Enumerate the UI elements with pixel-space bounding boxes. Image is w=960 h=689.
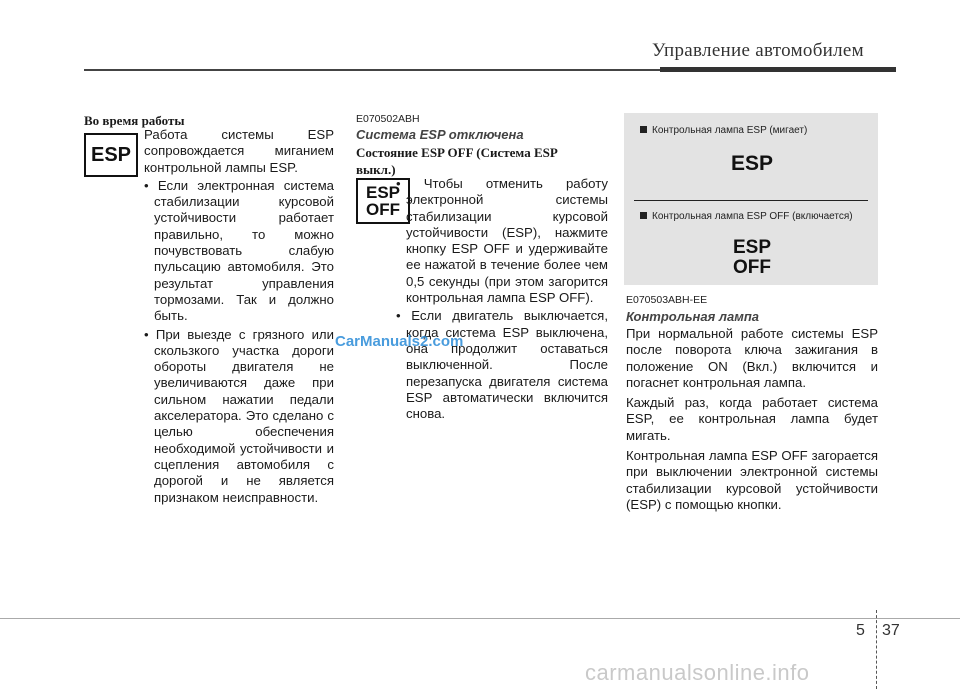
subheading-esp-off-state: Состояние ESP OFF (Система ESP выкл.) bbox=[356, 145, 558, 177]
page-number-separator bbox=[876, 610, 878, 689]
panel-esp-off-line1: ESP bbox=[732, 237, 772, 258]
watermark-carmanuals2: CarManuals2.com bbox=[335, 333, 464, 350]
page-number: 37 bbox=[882, 622, 900, 639]
esp-indicator-icon bbox=[84, 133, 138, 177]
esp-icon-label: ESP bbox=[90, 144, 132, 166]
col3-para-1: При нормальной работе системы ESP после поворота ключа зажигания в положение ON (Вкл.) включится и погаснет контрольная лампа. bbox=[626, 326, 878, 390]
chapter-number: 5 bbox=[856, 622, 865, 639]
panel-esp-symbol: ESP bbox=[730, 152, 774, 175]
bullet-square-icon bbox=[640, 126, 647, 133]
page-header-title: Управление автомобилем bbox=[651, 40, 864, 61]
esp-off-icon-line1: ESP bbox=[365, 183, 401, 202]
esp-off-icon-line2: OFF bbox=[366, 200, 400, 219]
panel-label-esp-off-on: Контрольная лампа ESP OFF (включается) bbox=[640, 211, 853, 222]
col1-bullet-2: • При выезде с грязного или скользкого участка дороги обороты двигателя не увеличиваются даже при сильном нажатии педали акселератора. Это сделано с целью обеспечения необходимой устойчивости и сцепления автомобиля с дорогой и не является признаком неисправности. bbox=[144, 326, 334, 505]
header-rule-accent bbox=[660, 67, 896, 72]
col3-para-2: Каждый раз, когда работает система ESP, ее контрольная лампа будет мигать. bbox=[626, 395, 878, 443]
section-code-indicator: E070503ABH-EE bbox=[626, 294, 708, 306]
col2-bullet-2: • Если двигатель выключается, когда система ESP выключена, она продолжит оставаться выключенной. После перезапуска двигателя система ESP автоматически включится снова. bbox=[396, 308, 608, 422]
footer-rule bbox=[0, 618, 960, 619]
panel-label-esp-blinking: Контрольная лампа ESP (мигает) bbox=[640, 125, 807, 136]
col3-para-3: Контрольная лампа ESP OFF загорается при выключении электронной системы стабилизации курсовой устойчивости (ESP) с помощью кнопки. bbox=[626, 448, 878, 512]
col1-intro: Работа системы ESP сопровождается миганием контрольной лампы ESP. bbox=[144, 127, 334, 175]
bullet-square-icon bbox=[640, 212, 647, 219]
col2-bullet-1: • Чтобы отменить работу электронной системы стабилизации курсовой устойчивости (ESP), нажмите кнопку ESP OFF и удерживайте ее нажатой в течение более чем 0,5 секунды (при этом загорится контрольная лампа ESP OFF). bbox=[396, 176, 608, 306]
section-title-indicator: Контрольная лампа bbox=[626, 309, 759, 324]
panel-esp-off-symbol bbox=[712, 238, 792, 278]
watermark-carmanualsonline: carmanualsonline.info bbox=[585, 660, 810, 685]
col3-text bbox=[626, 326, 878, 513]
section-title-esp-off: Система ESP отключена bbox=[356, 127, 524, 142]
panel-divider bbox=[634, 200, 868, 201]
col1-text bbox=[144, 127, 334, 506]
col2-text bbox=[396, 176, 608, 422]
section-heading-operation: Во время работы bbox=[84, 113, 185, 128]
section-code-esp-off: E070502ABH bbox=[356, 113, 420, 125]
panel-esp-off-line2: OFF bbox=[733, 257, 771, 278]
col1-bullet-1: • Если электронная система стабилизации курсовой устойчивости работает правильно, то можно почувствовать слабую пульсацию автомобиля. Это результат управления тормозами. Так и должно быть. bbox=[144, 177, 334, 324]
